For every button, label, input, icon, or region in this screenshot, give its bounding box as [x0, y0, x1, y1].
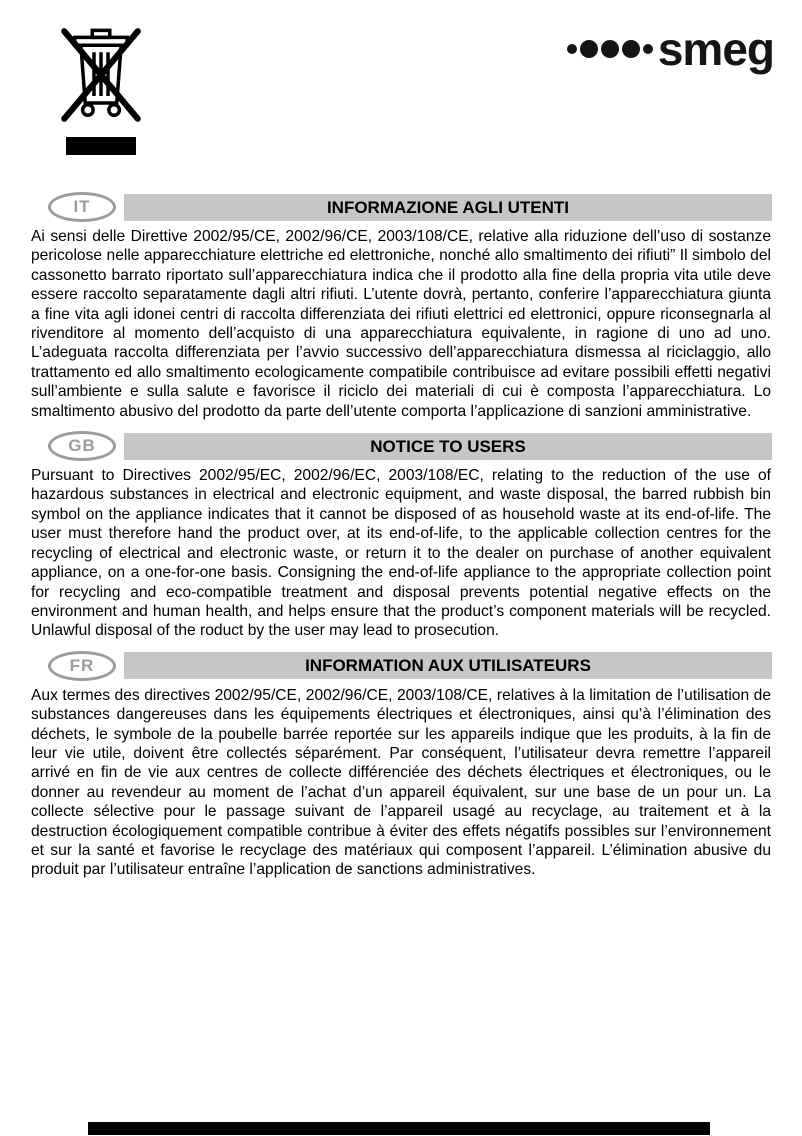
smeg-logo-dot — [622, 40, 640, 58]
smeg-logo-dot — [643, 44, 653, 54]
section-body-it: Ai sensi delle Direttive 2002/95/CE, 2002/96/CE, 2003/108/CE, relative alla riduzione dell’uso di sostanze pericolose nelle apparecchiature elettriche ed elettroniche, nonché allo smaltimento dei rifiuti” Il simbolo del cassonetto barrato riportato sull’apparecchiatura indica che il prodotto alla fine della propria vita utile deve essere raccolto separatamente dagli altri rifiuti. L’utente dovrà, pertanto, conferire l’apparecchiatura giunta a fine vita agli idonei centri di raccolta differenziata dei rifiuti elettrici ed elettronici, oppure riconsegnarla al rivenditore al momento dell’acquisto di una apparecchiatura equivalente, in ragione di uno ad uno. L’adeguata raccolta differenziata per l’avvio successivo dell’apparecchiatura dismessa al riciclaggio, allo trattamento ed allo smaltimento ecologicamente compatibile contribuisce ad evitare possibili effetti negativi sull’ambiente e sulla salute e favorisce il riciclo dei materiali di cui è composta l’apparecchiatura. Lo smaltimento abusivo del prodotto da parte dell’utente comporta l’applicazione di sanzioni amministrative. — [31, 228, 771, 420]
lang-badge-gb — [48, 431, 116, 461]
section-title-bar-gb — [124, 433, 772, 460]
section-body-fr: Aux termes des directives 2002/95/CE, 2002/96/CE, 2003/108/CE, relatives à la limitation de l’utilisation de substances dangereuses dans les équipements électriques et électroniques, ainsi qu’à l’élimination des déchets, le symbole de la poubelle barrée reportée sur les appareils indique que les produits, à la fin de leur vie utile, doivent être collectés séparément. Par conséquent, l’utilisateur devra remettre l’appareil arrivé en fin de vie aux centres de collecte différenciée des déchets électriques et électroniques, ou le donner au revendeur au moment de l’achat d’un appareil équivalent, sur une base de un pour un. La collecte sélective pour le passage suivant de l’appareil usagé au recyclage, au traitement et à la destruction écologiquement compatible contribue à éviter des effets négatifs possibles sur l’environnement et sur la santé et favorise le recyclage des matériaux qui composent l’appareil. L’élimination abusive du produit par l’utilisateur entraîne l’application de sanctions administratives. — [31, 686, 771, 879]
page-header — [0, 0, 802, 192]
lang-badge-label: GB — [68, 436, 96, 456]
section-header-fr — [48, 651, 772, 681]
section-header-it — [48, 192, 772, 222]
section-title: INFORMAZIONE AGLI UTENTI — [326, 197, 570, 217]
section-title: INFORMATION AUX UTILISATEURS — [305, 656, 591, 676]
weee-black-bar — [66, 137, 136, 155]
section-header-gb — [48, 431, 772, 461]
section-body-gb: Pursuant to Directives 2002/95/EC, 2002/96/EC, 2003/108/EC, relating to the reduction of the use of hazardous substances in electrical and electronic equipment, and waste disposal, the barred rubbish bin symbol on the appliance indicates that it cannot be disposed of as household waste at its end-of-life. The user must therefore hand the product over, at its end-of-life, to the applicable collection centres for the recycling of electrical and electronic waste, or return it to the dealer on purchase of another equivalent appliance, on a one-for-one basis. Consigning the end-of-life appliance to the appropriate collection point for recycling and eco-compatible treatment and disposal prevents potential negative effects on the environment and human health, and helps ensure that the product’s component materials will be recycled. Unlawful disposal of the roduct by the user may lead to prosecution. — [31, 467, 771, 640]
weee-symbol — [58, 26, 144, 155]
lang-badge-label: IT — [73, 197, 91, 216]
footer-black-bar — [88, 1122, 710, 1135]
smeg-logo-dot — [601, 40, 619, 58]
section-gb — [0, 431, 802, 641]
smeg-logo-dot — [580, 40, 598, 58]
section-title-bar-it — [124, 194, 772, 221]
section-it — [0, 192, 802, 421]
lang-badge-it — [48, 192, 116, 222]
smeg-logo — [567, 23, 774, 75]
section-title: NOTICE TO USERS — [370, 436, 526, 456]
section-fr — [0, 651, 802, 880]
section-title-bar-fr — [124, 652, 772, 679]
lang-badge-label: FR — [69, 655, 95, 675]
crossed-out-wheeled-bin-icon — [59, 26, 143, 124]
smeg-logo-dot — [567, 44, 577, 54]
lang-badge-fr — [48, 651, 116, 681]
smeg-logo-text: smeg — [657, 23, 774, 75]
